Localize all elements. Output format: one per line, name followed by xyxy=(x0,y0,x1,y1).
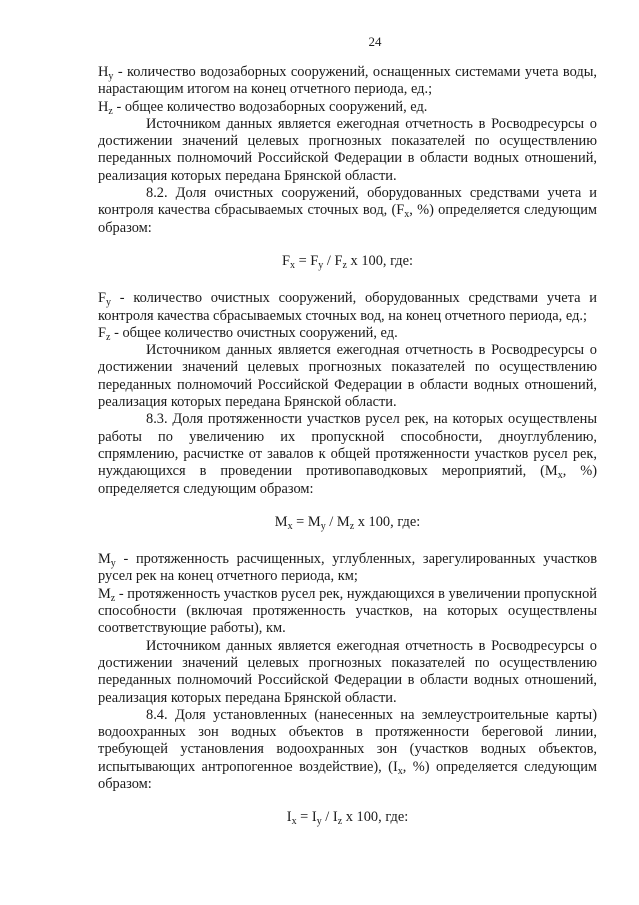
section-8-2-paragraph: 8.2. Доля очистных сооружений, оборудованных средствами учета и контроля качества сбрасываемых сточных вод, ($F_x$, %) определяется следующим образом: xyxy=(98,185,598,236)
formula-ix: $I_x = I_y / I_z$ x 100, где: xyxy=(286,809,409,828)
formula-mx: $M_x = M_y / M_z$ x 100, где: xyxy=(274,513,421,532)
section-8-3-paragraph: 8.3. Доля протяженности участков русел рек, на которых осуществлены работы по увеличению их пропускной способности, дноуглублению, спрямлению, расчистке от завалов к общей протяженности участков русел рек, нуждающихся в проведении противопаводковых мероприятий, ($M_x$, %) определяется следующим образом: xyxy=(98,411,597,497)
definition-fy: $F_y$ - количество очистных сооружений, оборудованных средствами учета и контроля качества сбрасываемых сточных вод, на конец отчетного периода, ед.; xyxy=(98,290,597,324)
definition-hy: $H_y$ - количество водозаборных сооружений, оснащенных системами учета воды, нарастающим итогом на конец отчетного периода, ед.; xyxy=(98,64,597,98)
definition-mz: $M_z$ - протяженность участков русел рек, нуждающихся в увеличении пропускной способности (включая протяженность участков, на которых осуществлены соответствующие работы), км. xyxy=(98,585,597,637)
data-source-paragraph: Источником данных является ежегодная отчетность в Росводресурсы о достижении значений целевых прогнозных показателей по осуществлению переданных полномочий Российской Федерации в области водных отношений, реализация которых передана Брянской области. xyxy=(98,637,597,706)
page-number: 24 xyxy=(368,34,382,49)
data-source-paragraph: Источником данных является ежегодная отчетность в Росводресурсы о достижении значений целевых прогнозных показателей по осуществлению переданных полномочий Российской Федерации в области водных отношений, реализация которых передана Брянской области. xyxy=(98,342,597,411)
section-8-4-paragraph: 8.4. Доля установленных (нанесенных на землеустроительные карты) водоохранных зон водных объектов в протяженности береговой линии, требующей установления водоохранных зон (участков водных объектов, испытывающих антропогенное воздействие), ($I_x$, %) определяется следующим образом: xyxy=(98,706,598,792)
formula-fx: $F_x = F_y / F_z$ x 100, где: xyxy=(281,252,414,271)
data-source-paragraph: Источником данных является ежегодная отчетность в Росводресурсы о достижении значений целевых прогнозных показателей по осуществлению переданных полномочий Российской Федерации в области водных отношений, реализация которых передана Брянской области. xyxy=(98,115,597,184)
definition-my: $M_y$ - протяженность расчищенных, углубленных, зарегулированных участков русел рек на конец отчетного периода, км; xyxy=(98,551,597,585)
definition-hz: $H_z$ - общее количество водозаборных сооружений, ед. xyxy=(98,98,428,117)
definition-fz: $F_z$ - общее количество очистных сооружений, ед. xyxy=(98,324,398,343)
